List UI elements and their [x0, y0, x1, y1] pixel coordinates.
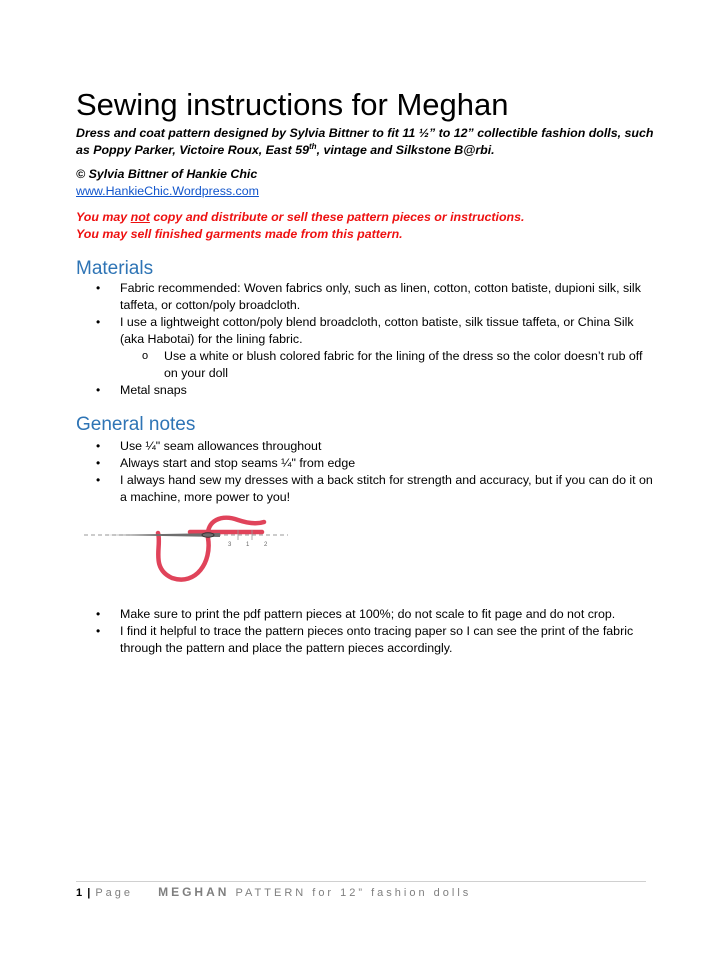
subtitle	[76, 125, 656, 159]
footer-divider	[76, 881, 646, 882]
list-item	[96, 314, 656, 382]
website-link[interactable]: www.HankieChic.Wordpress.com	[76, 184, 259, 198]
thread-loop	[158, 518, 264, 580]
stitch-number: 3	[228, 542, 232, 548]
footer-title-caps: MEGHAN	[158, 885, 230, 899]
list-item-text: Fabric recommended: Woven fabrics only, such as linen, cotton, cotton batiste, dupioni silk, silk taffeta, or cotton/poly broadcloth.	[120, 281, 641, 312]
subtitle-text-end: , vintage and Silkstone B@rbi.	[316, 143, 495, 157]
bullet-icon: •	[96, 383, 101, 397]
page-footer	[76, 884, 471, 901]
list-item-text: I use a lightweight cotton/poly blend broadcloth, cotton batiste, silk tissue taffeta, or China Silk (aka Habotai) for the lining fabric.	[120, 315, 634, 346]
footer-page-label: Page	[95, 887, 134, 899]
warning-line-1	[76, 209, 524, 226]
list-item	[96, 472, 656, 506]
warning-text-rest: copy and distribute or sell these pattern pieces or instructions.	[149, 210, 525, 224]
materials-list	[96, 280, 656, 399]
general-notes-list-continued	[96, 606, 656, 657]
list-item-text: Use ¼" seam allowances throughout	[120, 439, 322, 453]
list-item-text: I find it helpful to trace the pattern pieces onto tracing paper so I can see the print of the fabric through the pattern and place the pattern pieces accordingly.	[120, 624, 634, 655]
general-notes-heading: General notes	[76, 414, 196, 435]
page-title: Sewing instructions for Meghan	[76, 87, 509, 122]
bullet-icon: •	[96, 473, 101, 487]
warning-text: You may	[76, 210, 131, 224]
stitch-number: 2	[264, 542, 268, 548]
sub-list-item-text: Use a white or blush colored fabric for the lining of the dress so the color doesn’t rub off on your doll	[164, 349, 643, 380]
list-item	[96, 606, 656, 623]
list-item-text: Make sure to print the pdf pattern pieces at 100%; do not scale to fit page and do not crop.	[120, 607, 616, 621]
warning-emphasis: not	[130, 210, 150, 224]
subtitle-text: Dress and coat pattern designed by Sylvia Bittner to fit 11 ½” to 12” collectible fashion dolls, such as Poppy Parker, Victoire Roux, East 59	[76, 126, 654, 157]
bullet-icon: •	[96, 624, 101, 638]
footer-separator: |	[87, 887, 91, 899]
subtitle-superscript: th	[309, 141, 317, 151]
list-item-text: Always start and stop seams ¼" from edge	[120, 456, 356, 470]
page-number: 1	[76, 887, 83, 899]
bullet-icon: •	[96, 456, 101, 470]
general-notes-list	[96, 438, 656, 506]
bullet-icon: •	[96, 607, 101, 621]
list-item	[96, 623, 656, 657]
back-stitch-illustration	[80, 510, 292, 586]
circle-bullet-icon: o	[142, 350, 149, 362]
sub-list-item	[120, 348, 656, 382]
bullet-icon: •	[96, 281, 101, 295]
sub-list	[120, 348, 656, 382]
materials-heading: Materials	[76, 258, 154, 279]
footer-title	[158, 887, 471, 899]
list-item-text: I always hand sew my dresses with a back stitch for strength and accuracy, but if you can do it on a machine, more power to you!	[120, 473, 653, 504]
list-item	[96, 455, 656, 472]
list-item-text: Metal snaps	[120, 383, 187, 397]
stitch-number: 1	[246, 542, 250, 548]
bullet-icon: •	[96, 315, 101, 329]
list-item	[96, 280, 656, 314]
list-item	[96, 382, 656, 399]
warning-line-2: You may sell finished garments made from this pattern.	[76, 227, 403, 241]
list-item	[96, 438, 656, 455]
bullet-icon: •	[96, 439, 101, 453]
copyright-line: © Sylvia Bittner of Hankie Chic	[76, 167, 258, 181]
warning-notice	[76, 209, 524, 243]
footer-title-rest: PATTERN for 12” fashion dolls	[235, 887, 472, 899]
